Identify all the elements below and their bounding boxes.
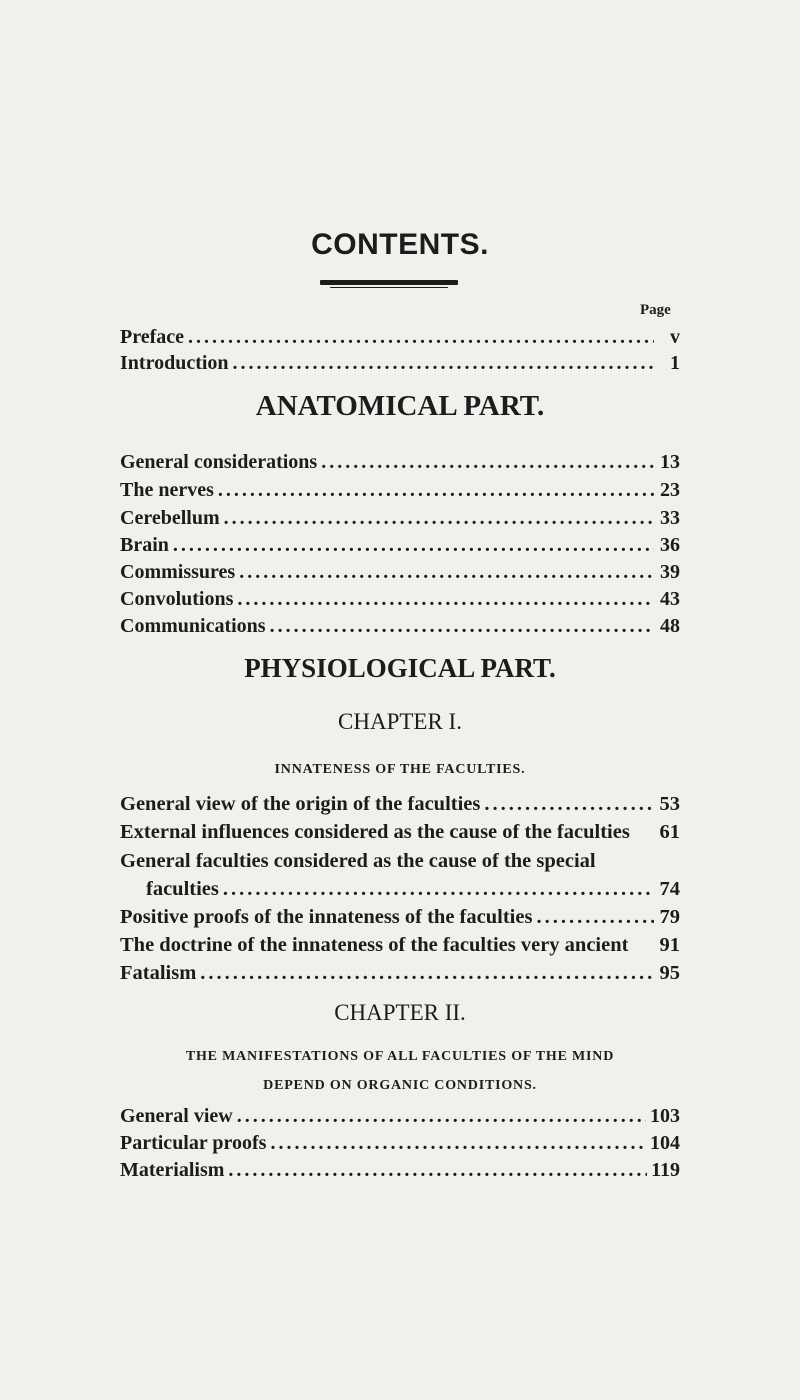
title-rule (320, 280, 458, 285)
dot-leader (237, 1104, 646, 1128)
chapter-subheading-2-line2: DEPEND ON ORGANIC CONDITIONS. (263, 1078, 537, 1093)
dot-leader (228, 1158, 647, 1182)
dot-leader (270, 614, 654, 638)
dot-leader (188, 325, 654, 349)
toc-entry: Commissures ..... 39 (120, 560, 680, 584)
toc-entry: Positive proofs of the innateness of the faculties ..... 79 (120, 905, 680, 929)
chapter-heading-2: CHAPTER II. (334, 1000, 466, 1025)
toc-entry: General view ..... 103 (120, 1104, 680, 1128)
dot-leader (223, 877, 654, 901)
chapter-subheading-2-line1: THE MANIFESTATIONS OF ALL FACULTIES OF THE MIND (185, 1049, 615, 1064)
dot-leader (218, 478, 654, 502)
toc-entry: Cerebellum ..... 33 (120, 506, 680, 530)
toc-entry-introduction: Introduction ..... 1 (120, 351, 680, 375)
toc-entry: General considerations ..... 13 (120, 450, 680, 474)
dot-leader (270, 1131, 646, 1155)
dot-leader (200, 961, 654, 985)
toc-entry: Convolutions ..... 43 (120, 587, 680, 611)
title-rule-thin (330, 287, 448, 288)
dot-leader (321, 450, 654, 474)
toc-entry: General view of the origin of the faculties ..... 53 (120, 792, 680, 816)
page-title: CONTENTS. (311, 228, 489, 261)
dot-leader (239, 560, 654, 584)
toc-entry: The nerves ..... 23 (120, 478, 680, 502)
dot-leader (173, 533, 654, 557)
toc-entry-line: General faculties considered as the cause of the special (120, 850, 596, 872)
dot-leader (233, 351, 654, 375)
toc-entry-preface: Preface ..... v (120, 325, 680, 349)
dot-leader (536, 905, 654, 929)
toc-entry: Particular proofs ..... 104 (120, 1131, 680, 1155)
toc-entry: Communications ..... 48 (120, 614, 680, 638)
chapter-heading-1: CHAPTER I. (338, 709, 462, 734)
toc-entry: The doctrine of the innateness of the faculties very ancient 91 (120, 934, 680, 956)
dot-leader (237, 587, 654, 611)
dot-leader (484, 792, 654, 816)
toc-entry: faculties ..... 74 (146, 877, 680, 901)
page-column-heading: Page (640, 302, 671, 318)
toc-entry: Materialism ..... 119 (120, 1158, 680, 1182)
toc-entry: Fatalism ..... 95 (120, 961, 680, 985)
chapter-subheading-1: INNATENESS OF THE FACULTIES. (274, 762, 526, 777)
toc-entry: External influences considered as the cause of the faculties 61 (120, 821, 680, 843)
section-heading-anatomical: ANATOMICAL PART. (255, 390, 545, 422)
section-heading-physiological: PHYSIOLOGICAL PART. (244, 653, 556, 683)
toc-entry: Brain ..... 36 (120, 533, 680, 557)
dot-leader (224, 506, 654, 530)
